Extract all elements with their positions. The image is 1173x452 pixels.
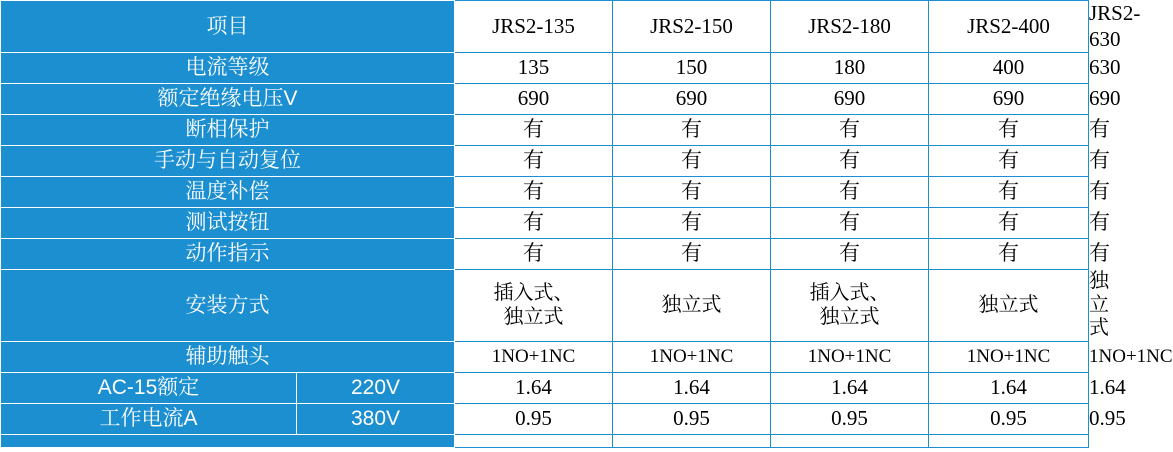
cell: 1NO+1NC	[929, 342, 1089, 373]
cell: 有	[771, 239, 929, 270]
cell: 有	[771, 115, 929, 146]
cell: 有	[929, 115, 1089, 146]
cell: 400	[929, 53, 1089, 84]
cell: 有	[929, 146, 1089, 177]
table-header-row: 项目 JRS2-135 JRS2-150 JRS2-180 JRS2-400 JRS2-630	[1, 1, 1089, 53]
cell: 有	[929, 239, 1089, 270]
cell: 有	[929, 208, 1089, 239]
table-row-partial	[1, 435, 1089, 448]
header-label-item: 项目	[1, 1, 455, 53]
header-model-4: JRS2-400	[929, 1, 1089, 53]
cell: 180	[771, 53, 929, 84]
row-label-insulation-voltage: 额定绝缘电压V	[1, 84, 455, 115]
row-label-auxiliary-contact: 辅助触头	[1, 342, 455, 373]
header-model-3: JRS2-180	[771, 1, 929, 53]
cell: 135	[455, 53, 613, 84]
cell: 1.64	[455, 373, 613, 404]
cell: 690	[613, 84, 771, 115]
table-row: 工作电流A 380V 0.95 0.95 0.95 0.95 0.95	[1, 404, 1089, 435]
cell: 1NO+1NC	[455, 342, 613, 373]
cell: 有	[613, 239, 771, 270]
cell: 独立式	[929, 270, 1089, 342]
table-row: 断相保护 有 有 有 有 有	[1, 115, 1089, 146]
cell: 0.95	[771, 404, 929, 435]
group-label-ac15-line2: 工作电流A	[1, 404, 297, 435]
cell: 0.95	[455, 404, 613, 435]
header-model-1: JRS2-135	[455, 1, 613, 53]
row-label-temperature-compensation: 温度补偿	[1, 177, 455, 208]
cell: 插入式、 独立式	[771, 270, 929, 342]
cell: 有	[929, 177, 1089, 208]
cell: 有	[613, 146, 771, 177]
table-row: 动作指示 有 有 有 有 有	[1, 239, 1089, 270]
header-model-2: JRS2-150	[613, 1, 771, 53]
cell: 有	[771, 208, 929, 239]
table-row: 辅助触头 1NO+1NC 1NO+1NC 1NO+1NC 1NO+1NC 1NO+1NC	[1, 342, 1089, 373]
cell: 有	[455, 146, 613, 177]
table-row: AC-15额定 220V 1.64 1.64 1.64 1.64 1.64	[1, 373, 1089, 404]
table-row: 电流等级 135 150 180 400 630	[1, 53, 1089, 84]
cell: 0.95	[929, 404, 1089, 435]
cell: 1NO+1NC	[771, 342, 929, 373]
cell: 有	[771, 146, 929, 177]
table-row: 测试按钮 有 有 有 有 有	[1, 208, 1089, 239]
table-row: 手动与自动复位 有 有 有 有 有	[1, 146, 1089, 177]
cell: 有	[771, 177, 929, 208]
cell: 0.95	[613, 404, 771, 435]
cell: 插入式、 独立式	[455, 270, 613, 342]
cell: 1.64	[929, 373, 1089, 404]
cell: 150	[613, 53, 771, 84]
row-label-manual-auto-reset: 手动与自动复位	[1, 146, 455, 177]
cell: 1.64	[771, 373, 929, 404]
row-label-partial	[1, 435, 455, 448]
row-label-current-rating: 电流等级	[1, 53, 455, 84]
row-label-test-button: 测试按钮	[1, 208, 455, 239]
sub-label-380v: 380V	[297, 404, 455, 435]
cell: 有	[455, 208, 613, 239]
cell: 有	[613, 115, 771, 146]
cell: 690	[771, 84, 929, 115]
row-label-mounting-type: 安装方式	[1, 270, 455, 342]
table-row: 温度补偿 有 有 有 有 有	[1, 177, 1089, 208]
cell: 有	[455, 177, 613, 208]
cell: 690	[455, 84, 613, 115]
cell	[771, 435, 929, 448]
cell	[455, 435, 613, 448]
table-row: 安装方式 插入式、 独立式 独立式 插入式、 独立式 独立式 独立式	[1, 270, 1089, 342]
cell: 有	[613, 208, 771, 239]
cell: 有	[455, 115, 613, 146]
sub-label-220v: 220V	[297, 373, 455, 404]
cell: 有	[613, 177, 771, 208]
cell: 690	[929, 84, 1089, 115]
cell: 1NO+1NC	[613, 342, 771, 373]
cell: 1.64	[613, 373, 771, 404]
group-label-ac15-line1: AC-15额定	[1, 373, 297, 404]
row-label-action-indication: 动作指示	[1, 239, 455, 270]
cell: 独立式	[613, 270, 771, 342]
cell	[613, 435, 771, 448]
cell: 有	[455, 239, 613, 270]
table-row: 额定绝缘电压V 690 690 690 690 690	[1, 84, 1089, 115]
cell	[929, 435, 1089, 448]
row-label-phase-failure-protection: 断相保护	[1, 115, 455, 146]
